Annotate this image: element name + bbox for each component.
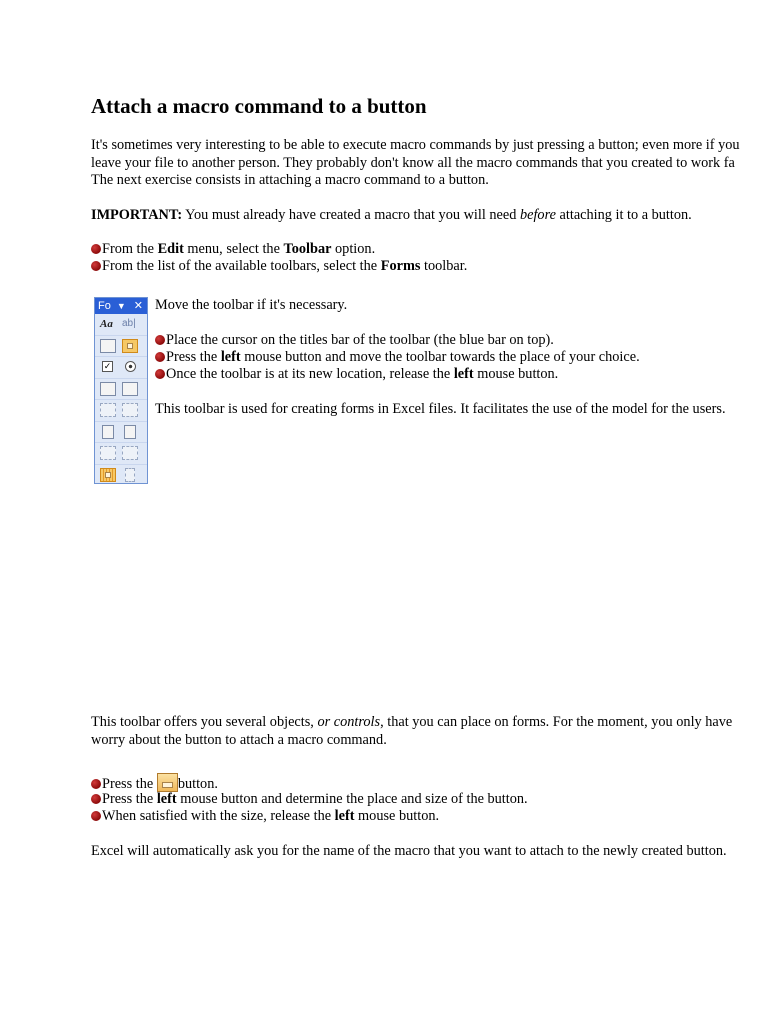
intro-line-2: leave your file to another person. They probably don't know all the macro commands that you created to work fa [91,155,735,171]
bullet-icon [155,352,165,362]
bullet-icon [91,779,101,789]
important-text-end: attaching it to a button. [555,207,692,223]
step-text: mouse button. [354,808,440,824]
spinner-icon [124,425,136,439]
important-note [91,207,692,224]
toolbar-row [95,357,147,379]
move-step-3 [155,366,558,383]
important-label: IMPORTANT: [91,207,183,223]
step-bold: left [334,808,355,824]
label-icon: Aa [100,318,113,330]
closing-text: Excel will automatically ask you for the name of the macro that you want to attach to the newly created button. [91,843,727,859]
step-text: mouse button and determine the place and size of the button. [176,791,528,807]
release-step [91,808,439,825]
toolbar-note: This toolbar is used for creating forms in Excel files. It facilitates the use of the model for the users. [155,401,726,417]
controls-text: This toolbar offers you several objects, [91,714,318,730]
controls-emphasis: or controls [317,714,381,730]
step-text: Place the cursor on the titles bar of the toolbar (the blue bar on top). [166,332,554,348]
list-box-icon [100,382,116,396]
important-emphasis: before [519,207,556,223]
move-heading: Move the toolbar if it's necessary. [155,297,348,313]
bullet-icon [91,794,101,804]
step-bold: Edit [157,241,184,257]
step-text: option. [331,241,376,257]
toolbar-row [95,465,147,486]
page-title: Attach a macro command to a button [91,94,427,118]
checkbox-icon: ✓ [103,361,112,371]
toggle-grid-icon [100,468,116,482]
edit-box-icon: ab| [122,318,136,329]
controls-line-2: worry about the button to attach a macro command. [91,732,387,748]
step-text: From the [102,241,158,257]
bullet-icon [155,335,165,345]
important-text: You must already have created a macro that you will need [182,207,520,223]
bullet-icon [91,261,101,271]
step-text: mouse button and move the toolbar towards the place of your choice. [240,349,640,365]
move-step-1 [155,332,554,349]
intro-line-1: It's sometimes very interesting to be able to execute macro commands by just pressing a button; even more if you [91,137,740,153]
toolbar-title-bar [95,298,147,314]
step-bold: left [156,791,177,807]
toolbar-row [95,443,147,465]
step-text: mouse button. [473,366,559,382]
button-icon [157,773,178,792]
step-text: Press the [102,776,157,792]
press-left-step [91,791,528,808]
step-text: toolbar. [420,258,468,274]
toolbar-row [95,400,147,422]
option-button-icon [125,361,136,372]
step-bold: left [453,366,474,382]
edit-code-icon [122,446,138,460]
run-dialog-icon [125,468,135,482]
step-text: button. [177,776,218,792]
step-edit-menu [91,241,375,258]
step-text: Once the toolbar is at its new location, release the [166,366,454,382]
step-bold: Forms [380,258,421,274]
bullet-icon [91,244,101,254]
toolbar-row [95,336,147,358]
controls-text: , that you can place on forms. For the moment, you only have [380,714,733,730]
dropdown-arrow-icon: ▼ [116,301,126,311]
move-step-2 [155,349,640,366]
control-properties-icon [100,446,116,460]
bullet-icon [155,369,165,379]
combo-box-icon [122,382,138,396]
step-text: Press the [166,349,221,365]
controls-line-1 [91,714,732,731]
step-text: When satisfied with the size, release the [102,808,335,824]
step-bold: Toolbar [283,241,332,257]
scroll-bar-icon [102,425,114,439]
step-text: menu, select the [183,241,284,257]
step-text: Press the [102,791,157,807]
step-bold: left [220,349,241,365]
press-button-step [91,773,218,793]
toolbar-title: Fo [98,300,111,312]
intro-line-3: The next exercise consists in attaching a macro command to a button. [91,172,489,188]
toolbar-row [95,422,147,444]
close-icon: ✕ [133,300,143,312]
toolbar-row [95,379,147,401]
bullet-icon [91,811,101,821]
group-box-icon [100,339,116,353]
step-text: From the list of the available toolbars, select the [102,258,381,274]
toolbar-row [95,314,147,336]
step-forms-toolbar [91,258,467,275]
forms-toolbar-image [94,297,148,484]
combo-list-edit-icon [100,403,116,417]
combo-dropdown-edit-icon [122,403,138,417]
button-icon [122,339,138,353]
